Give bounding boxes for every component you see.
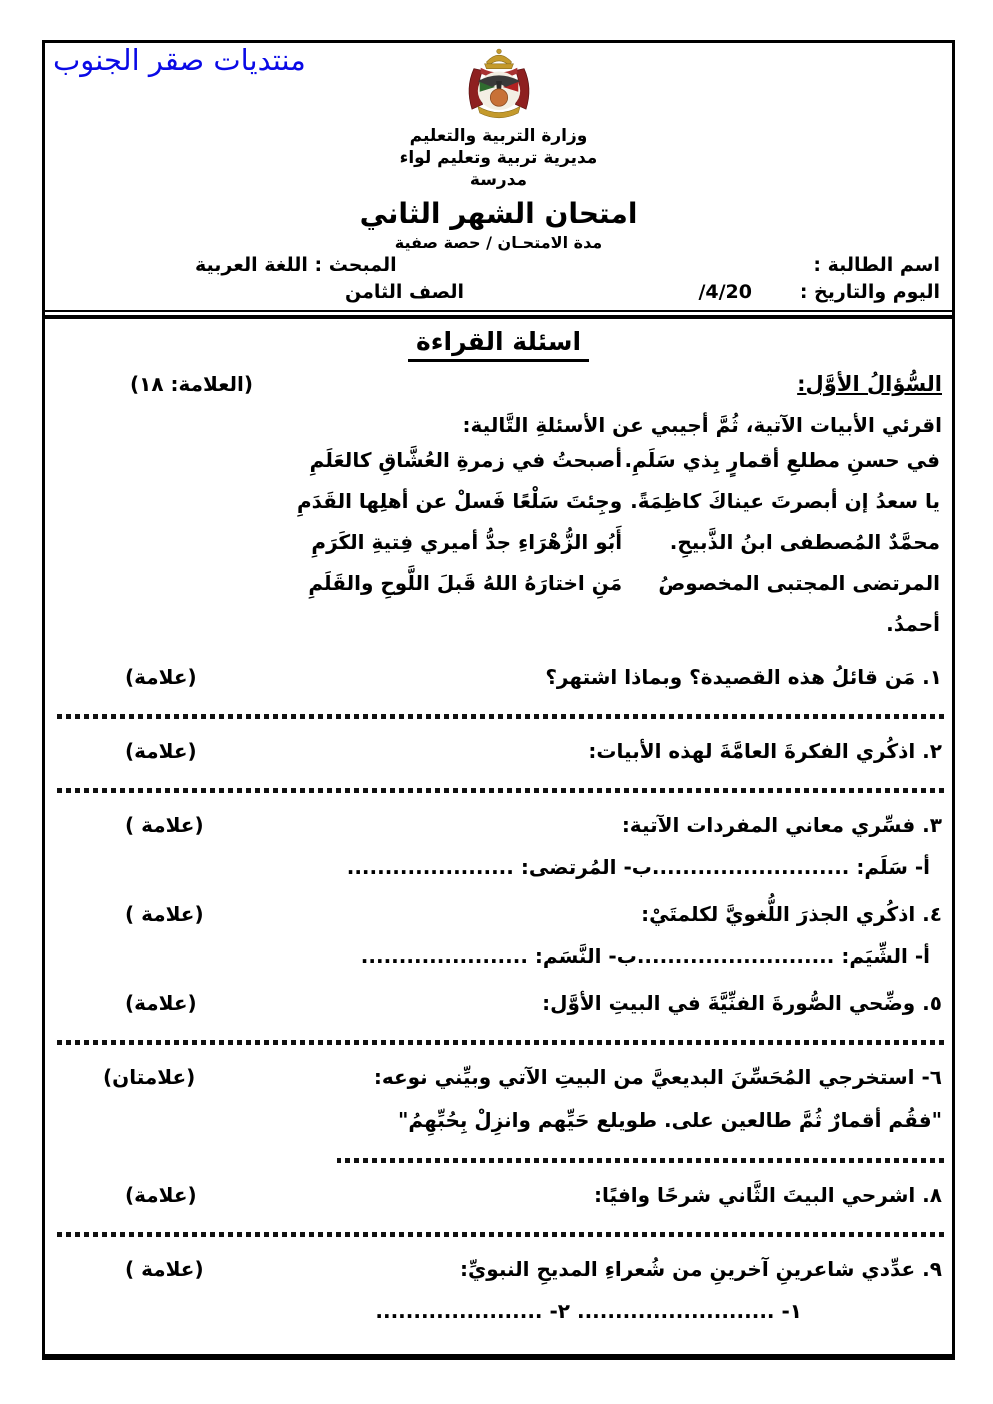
answer-dotted-line	[53, 714, 944, 719]
verse-line	[45, 481, 952, 522]
question-row-4	[45, 899, 952, 929]
question-text: ٢. اذكُري الفكرةَ العامَّةَ لهذه الأبيات:	[588, 739, 942, 763]
question-row-1	[45, 662, 952, 692]
ministry-name: وزارة التربية والتعليم	[409, 126, 588, 146]
question-mark: (علامتان)	[103, 1065, 196, 1089]
question-text: ٩. عدِّدي شاعرينِ آخرينِ من شُعراءِ المديحِ النبويِّ:	[459, 1257, 942, 1281]
question-text: ٤. اذكُري الجذرَ اللُّغويَّ لكلمتَيْ:	[641, 902, 942, 926]
question-text: ٨. اشرحي البيتَ الثَّاني شرحًا وافيًا:	[594, 1183, 942, 1207]
question-text: ٣. فسِّري معاني المفردات الآتية:	[621, 813, 942, 837]
verse-right-hemistich: المرتضى المجتبى المخصوصُ أحمدُ.	[658, 571, 940, 636]
exam-page-border	[42, 40, 955, 1360]
question-row-8	[45, 1180, 952, 1210]
answer-dotted-line	[53, 788, 944, 793]
verse-left-hemistich: أصبحتُ في زمرةِ العُشَّاقِ كالعَلَمِ	[309, 448, 623, 472]
exam-info-fields	[45, 254, 952, 310]
question-row-6	[45, 1062, 952, 1092]
quoted-verse: "فقُم أقمارٌ ثُمَّ طالعين على. طويلع حَيِّهم وانزِلْ بِحُبِّهِمُ"	[397, 1108, 942, 1132]
question-row-2	[45, 736, 952, 766]
answer-dotted-line	[53, 1232, 944, 1237]
question-mark: (علامة )	[125, 902, 204, 926]
question-text: ٦- استخرجي المُحَسِّنَ البديعيَّ من البيتِ الآتي وبيِّني نوعه:	[373, 1065, 942, 1089]
student-name-label: اسم الطالبة :	[813, 254, 940, 276]
question-mark: (علامة)	[125, 1183, 197, 1207]
question-row-9	[45, 1254, 952, 1284]
reading-instruction: اقرئي الأبيات الآتية، ثُمَّ أجيبي عن الأسئلةِ التَّالية:	[462, 413, 942, 437]
section-title: اسئلة القراءة	[408, 327, 589, 362]
question-one-title: السُّؤالُ الأوَّل:	[797, 372, 942, 396]
exam-duration: مدة الامتحـان / حصة صفية	[394, 233, 603, 252]
date-value: /4/20	[698, 281, 752, 303]
school-name: مدرسة	[469, 170, 528, 190]
forum-watermark-text: منتديات صقر الجنوب	[53, 43, 306, 77]
question-mark: (علامة)	[125, 665, 197, 689]
question-mark: (علامة)	[125, 739, 197, 763]
answer-dotted-line	[53, 1040, 944, 1045]
verse-left-hemistich: مَنِ اختارَهُ اللهُ قَبلَ اللَّوحِ والقَلَمِ	[308, 571, 623, 595]
question-one-total-mark: (العلامة: ١٨)	[130, 372, 254, 396]
question-mark: (علامة )	[125, 813, 204, 837]
verse-line	[45, 522, 952, 563]
section-title-wrap	[45, 327, 952, 362]
grade-label: الصف الثامن	[345, 281, 465, 303]
question-row-3	[45, 810, 952, 840]
directorate-name: مديرية تربية وتعليم لواء	[399, 148, 598, 168]
poets-answer-blanks: ١- .......................... ٢- ......................	[375, 1299, 802, 1323]
verse-line	[45, 563, 952, 645]
answer-dotted-line-indented	[337, 1158, 944, 1163]
verse-right-hemistich: في حسنِ مطلعِ أقمارٍ بِذي سَلَمِ.	[624, 448, 940, 472]
verse-line	[45, 440, 952, 481]
question-mark: (علامة)	[125, 991, 197, 1015]
header-divider	[45, 310, 952, 319]
question-text: ٥. وضِّحي الصُّورةَ الفنِّيَّةَ في البيتِ الأوَّل:	[542, 991, 942, 1015]
verse-right-hemistich: يا سعدُ إن أبصرتَ عيناكَ كاظِمَةً.	[630, 489, 940, 513]
question-mark: (علامة )	[125, 1257, 204, 1281]
jordan-coat-of-arms-icon	[446, 47, 552, 125]
verse-left-hemistich: أَبُو الزُّهْرَاءِ جدُّ أميري فِتيةِ الكَرَمِ	[311, 530, 623, 554]
verse-left-hemistich: وجِئتَ سَلْعًا فَسلْ عن أهلِها القَدَمِ	[296, 489, 623, 513]
question-text: ١. مَن قائلُ هذه القصيدة؟ وبماذا اشتهر؟	[545, 665, 942, 689]
subject-label: المبحث : اللغة العربية	[195, 254, 397, 276]
exam-title: امتحان الشهر الثاني	[359, 197, 638, 230]
question-row-5	[45, 988, 952, 1018]
question-one-header	[45, 372, 952, 396]
vocabulary-answer-blanks: أ- سَلَم: ..........................ب- المُرتضى: ......................	[346, 855, 930, 879]
root-answer-blanks: أ- الشِّيَم: ..........................ب- النَّسَم: ......................	[360, 944, 930, 968]
day-date-label: اليوم والتاريخ :	[799, 281, 940, 303]
verse-right-hemistich: محمَّدٌ المُصطفى ابنُ الذَّبيحِ.	[669, 530, 940, 554]
